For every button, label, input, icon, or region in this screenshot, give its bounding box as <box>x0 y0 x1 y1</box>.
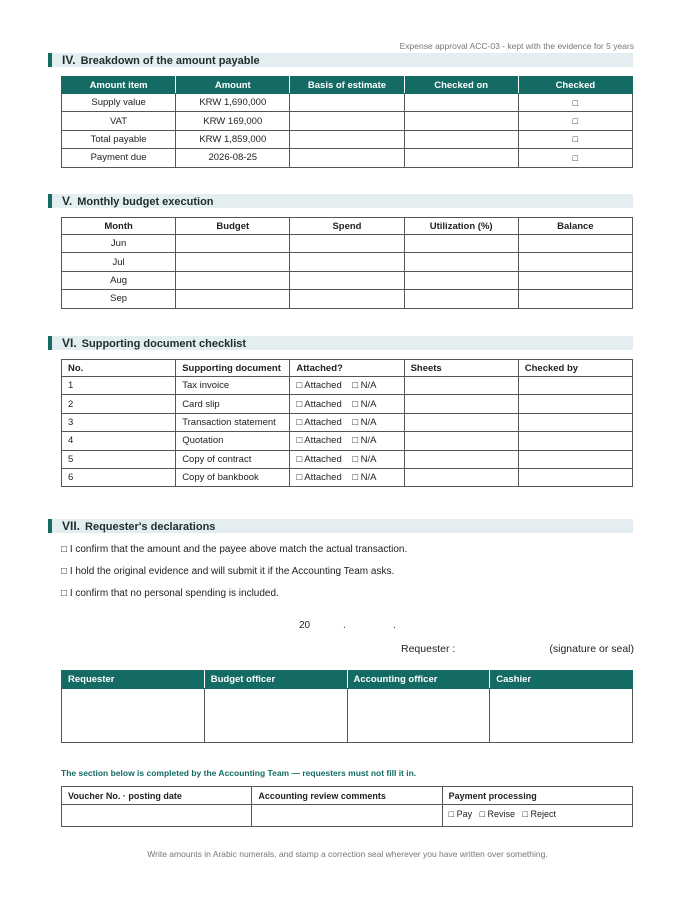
basis-cell[interactable] <box>290 112 404 130</box>
table-header-row <box>62 671 633 689</box>
balance-cell[interactable] <box>518 253 632 271</box>
column-header: Payment processing <box>442 787 632 805</box>
sheets-cell[interactable] <box>404 468 518 486</box>
basis-cell[interactable] <box>290 130 404 148</box>
section-5-heading <box>48 194 633 208</box>
checked-checkbox[interactable]: □ <box>518 130 632 148</box>
accounting-only-note: The section below is completed by the Accounting Team — requesters must not fill it in. <box>61 768 417 778</box>
month-cell: Jul <box>62 253 176 271</box>
accounting-officer-signature-box[interactable] <box>347 689 490 743</box>
amount-cell: KRW 1,859,000 <box>176 130 290 148</box>
checked-on-cell[interactable] <box>404 149 518 167</box>
balance-cell[interactable] <box>518 271 632 289</box>
date-year-prefix: 20 <box>299 620 311 631</box>
section-5-title: Monthly budget execution <box>77 196 214 208</box>
signature-row <box>62 689 633 743</box>
doc-name-cell: Card slip <box>176 395 290 413</box>
column-header: Spend <box>290 218 404 235</box>
sheets-cell[interactable] <box>404 450 518 468</box>
table-row <box>62 413 633 431</box>
column-header: Attached? <box>290 360 404 377</box>
checked-by-cell[interactable] <box>518 377 632 395</box>
doc-number-cell: 2 <box>62 395 176 413</box>
budget-execution-table <box>61 217 633 309</box>
doc-name-cell: Quotation <box>176 432 290 450</box>
doc-number-cell: 3 <box>62 413 176 431</box>
amount-item-cell: Supply value <box>62 94 176 112</box>
section-6-number: VI. <box>62 336 77 350</box>
spend-cell[interactable] <box>290 271 404 289</box>
amount-cell: KRW 1,690,000 <box>176 94 290 112</box>
signature-label: (signature or seal) <box>549 643 634 655</box>
checked-checkbox[interactable]: □ <box>518 149 632 167</box>
requester-label: Requester : <box>401 643 456 655</box>
checked-by-cell[interactable] <box>518 413 632 431</box>
table-header-row <box>62 787 633 805</box>
checked-on-cell[interactable] <box>404 112 518 130</box>
section-4-title: Breakdown of the amount payable <box>80 55 260 67</box>
doc-name-cell: Copy of contract <box>176 450 290 468</box>
column-header: Accounting officer <box>347 671 490 689</box>
payment-processing-options[interactable]: □ Pay □ Revise □ Reject <box>442 805 632 827</box>
column-header: No. <box>62 360 176 377</box>
sheets-cell[interactable] <box>404 413 518 431</box>
table-row <box>62 395 633 413</box>
table-row <box>62 805 633 827</box>
requester-signature-box[interactable] <box>62 689 205 743</box>
section-6-title: Supporting document checklist <box>81 338 247 350</box>
table-row <box>62 432 633 450</box>
checked-checkbox[interactable]: □ <box>518 94 632 112</box>
doc-name-cell: Transaction statement <box>176 413 290 431</box>
section-4-number: IV. <box>62 53 76 67</box>
column-header: Utilization (%) <box>404 218 518 235</box>
document-checklist-table <box>61 359 633 487</box>
column-header: Voucher No. · posting date <box>62 787 252 805</box>
doc-number-cell: 1 <box>62 377 176 395</box>
attached-options[interactable]: □ Attached □ N/A <box>290 395 404 413</box>
checked-by-cell[interactable] <box>518 468 632 486</box>
sheets-cell[interactable] <box>404 377 518 395</box>
amount-item-cell: Payment due <box>62 149 176 167</box>
checked-on-cell[interactable] <box>404 94 518 112</box>
table-row <box>62 377 633 395</box>
date-separator-2: . <box>393 620 396 631</box>
accounting-table <box>61 786 633 827</box>
amount-item-cell: VAT <box>62 112 176 130</box>
section-6-heading <box>48 336 633 350</box>
footnote: Write amounts in Arabic numerals, and stamp a correction seal wherever you have written over something. <box>147 849 548 859</box>
table-row <box>62 130 633 148</box>
column-header: Requester <box>62 671 205 689</box>
spend-cell[interactable] <box>290 235 404 253</box>
column-header: Budget officer <box>204 671 347 689</box>
voucher-cell[interactable] <box>62 805 252 827</box>
declaration-checkbox-3[interactable]: □ I confirm that no personal spending is included. <box>61 588 279 599</box>
column-header: Accounting review comments <box>252 787 442 805</box>
month-cell: Aug <box>62 271 176 289</box>
review-comments-cell[interactable] <box>252 805 442 827</box>
table-row <box>62 271 633 289</box>
column-header: Sheets <box>404 360 518 377</box>
column-header: Cashier <box>490 671 633 689</box>
section-7-heading <box>48 519 633 533</box>
checked-by-cell[interactable] <box>518 450 632 468</box>
table-header-row <box>62 77 633 94</box>
amount-item-cell: Total payable <box>62 130 176 148</box>
column-header: Amount <box>176 77 290 94</box>
doc-name-cell: Tax invoice <box>176 377 290 395</box>
budget-cell[interactable] <box>176 253 290 271</box>
column-header: Budget <box>176 218 290 235</box>
checked-checkbox[interactable]: □ <box>518 112 632 130</box>
basis-cell[interactable] <box>290 149 404 167</box>
balance-cell[interactable] <box>518 290 632 308</box>
column-header: Checked on <box>404 77 518 94</box>
section-5-number: V. <box>62 194 73 208</box>
form-reference-note: Expense approval ACC-03 - kept with the evidence for 5 years <box>399 41 634 51</box>
utilization-cell[interactable] <box>404 235 518 253</box>
month-cell: Sep <box>62 290 176 308</box>
utilization-cell[interactable] <box>404 290 518 308</box>
table-row <box>62 468 633 486</box>
column-header: Supporting document <box>176 360 290 377</box>
table-row <box>62 149 633 167</box>
attached-options[interactable]: □ Attached □ N/A <box>290 377 404 395</box>
column-header: Basis of estimate <box>290 77 404 94</box>
column-header: Checked <box>518 77 632 94</box>
checked-by-cell[interactable] <box>518 395 632 413</box>
declaration-checkbox-1[interactable]: □ I confirm that the amount and the payee above match the actual transaction. <box>61 544 408 555</box>
sheets-cell[interactable] <box>404 432 518 450</box>
date-separator-1: . <box>343 620 346 631</box>
utilization-cell[interactable] <box>404 253 518 271</box>
doc-name-cell: Copy of bankbook <box>176 468 290 486</box>
budget-cell[interactable] <box>176 235 290 253</box>
attached-options[interactable]: □ Attached □ N/A <box>290 413 404 431</box>
attached-options[interactable]: □ Attached □ N/A <box>290 450 404 468</box>
column-header: Month <box>62 218 176 235</box>
sheets-cell[interactable] <box>404 395 518 413</box>
column-header: Amount item <box>62 77 176 94</box>
month-cell: Jun <box>62 235 176 253</box>
amount-cell: 2026-08-25 <box>176 149 290 167</box>
doc-number-cell: 4 <box>62 432 176 450</box>
table-row <box>62 235 633 253</box>
table-header-row <box>62 360 633 377</box>
section-4-heading <box>48 53 633 67</box>
table-row <box>62 94 633 112</box>
column-header: Checked by <box>518 360 632 377</box>
spend-cell[interactable] <box>290 253 404 271</box>
section-7-title: Requester's declarations <box>85 521 216 533</box>
column-header: Balance <box>518 218 632 235</box>
table-row <box>62 290 633 308</box>
basis-cell[interactable] <box>290 94 404 112</box>
declaration-checkbox-2[interactable]: □ I hold the original evidence and will submit it if the Accounting Team asks. <box>61 566 395 577</box>
amount-cell: KRW 169,000 <box>176 112 290 130</box>
table-header-row <box>62 218 633 235</box>
attached-options[interactable]: □ Attached □ N/A <box>290 432 404 450</box>
checked-on-cell[interactable] <box>404 130 518 148</box>
cashier-signature-box[interactable] <box>490 689 633 743</box>
utilization-cell[interactable] <box>404 271 518 289</box>
budget-officer-signature-box[interactable] <box>204 689 347 743</box>
balance-cell[interactable] <box>518 235 632 253</box>
approval-signature-table <box>61 670 633 743</box>
amount-breakdown-table <box>61 76 633 168</box>
doc-number-cell: 6 <box>62 468 176 486</box>
checked-by-cell[interactable] <box>518 432 632 450</box>
budget-cell[interactable] <box>176 290 290 308</box>
budget-cell[interactable] <box>176 271 290 289</box>
doc-number-cell: 5 <box>62 450 176 468</box>
table-row <box>62 450 633 468</box>
attached-options[interactable]: □ Attached □ N/A <box>290 468 404 486</box>
spend-cell[interactable] <box>290 290 404 308</box>
section-7-number: VII. <box>62 519 81 533</box>
table-row <box>62 112 633 130</box>
table-row <box>62 253 633 271</box>
